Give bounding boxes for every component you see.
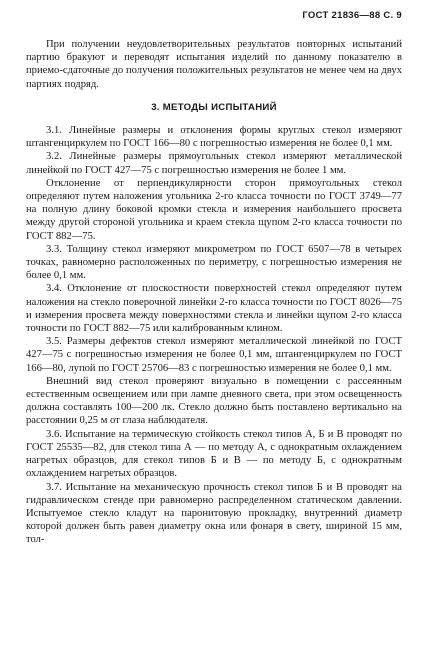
paragraph-perpendicularity: Отклонение от перпендикулярности сторон прямоугольных стекол определяют путем наложения угольника 2-го класса точности по ГОСТ 3749—77 на полную длину боковой кромки стекла и измерения наибольшего просвета между другой стороной угольника и краем стекла щупом 2-го класса точности по ГОСТ 882—75. <box>26 177 402 242</box>
paragraph-3-6: 3.6. Испытание на термическую стойкость стекол типов А, Б и В проводят по ГОСТ 25535—82, для стекол типа А — по методу А, с однократным охлаждением нагретых образцов, для стекол типов Б и В — по методу Б, с однократным охлаждением нагретых образцов. <box>26 428 402 480</box>
running-header: ГОСТ 21836—88 С. 9 <box>302 10 402 21</box>
paragraph-3-3: 3.3. Толщину стекол измеряют микрометром по ГОСТ 6507—78 в четырех точках, равномерно расположенных по периметру, с погрешностью измерения не более 0,1 мм. <box>26 243 402 282</box>
paragraph-3-5: 3.5. Размеры дефектов стекол измеряют металлической линейкой по ГОСТ 427—75 с погрешностью измерения не более 0,1 мм, штангенциркулем по ГОСТ 166—80, лупой по ГОСТ 25706—83 с погрешностью измерения не более 0,1 мм. <box>26 336 402 374</box>
document-body <box>26 38 402 547</box>
paragraph-3-4: 3.4. Отклонение от плоскостности поверхностей стекол определяют путем наложения на стекло поверочной линейки 2-го класса точности по ГОСТ 8026—75 и измерения просвета между поверхностями стекла и линейки щупом 2-го класса точности по ГОСТ 882—75 или калиброванным клином. <box>26 283 402 335</box>
paragraph-3-2: 3.2. Линейные размеры прямоугольных стекол измеряют металлической линейкой по ГОСТ 427—75 с погрешностью измерения не более 1 мм. <box>26 151 402 176</box>
section-heading: 3. МЕТОДЫ ИСПЫТАНИЙ <box>151 101 277 113</box>
paragraph-visual-inspection: Внешний вид стекол проверяют визуально в помещении с рассеянным естественным освещением или при лампе дневного света, при этом освещенность должна составлять 100—200 лк. Стекло должно быть поставлено вертикально на расстоянии 0,25 м от глаза наблюдателя. <box>26 375 402 427</box>
paragraph-3-7: 3.7. Испытание на механическую прочность стекол типов Б и В проводят на гидравлическом стенде при равномерно распределенном статическом давлении. Испытуемое стекло кладут на паронитовую прокладку, внутренний диаметр которой должен быть равен диаметру окна или фонаря в свету, шириной 15 мм, тол- <box>26 481 402 546</box>
paragraph-3-1: 3.1. Линейные размеры и отклонения формы круглых стекол измеряют штангенциркулем по ГОСТ 166—80 с погрешностью измерения не более 0,1 мм. <box>26 125 402 150</box>
intro-paragraph: При получении неудовлетворительных результатов повторных испытаний партию бракуют и переводят испытания изделий по данному показателю в приемо-сдаточные до получения положительных результатов не менее чем на двух партиях подряд. <box>26 39 402 90</box>
